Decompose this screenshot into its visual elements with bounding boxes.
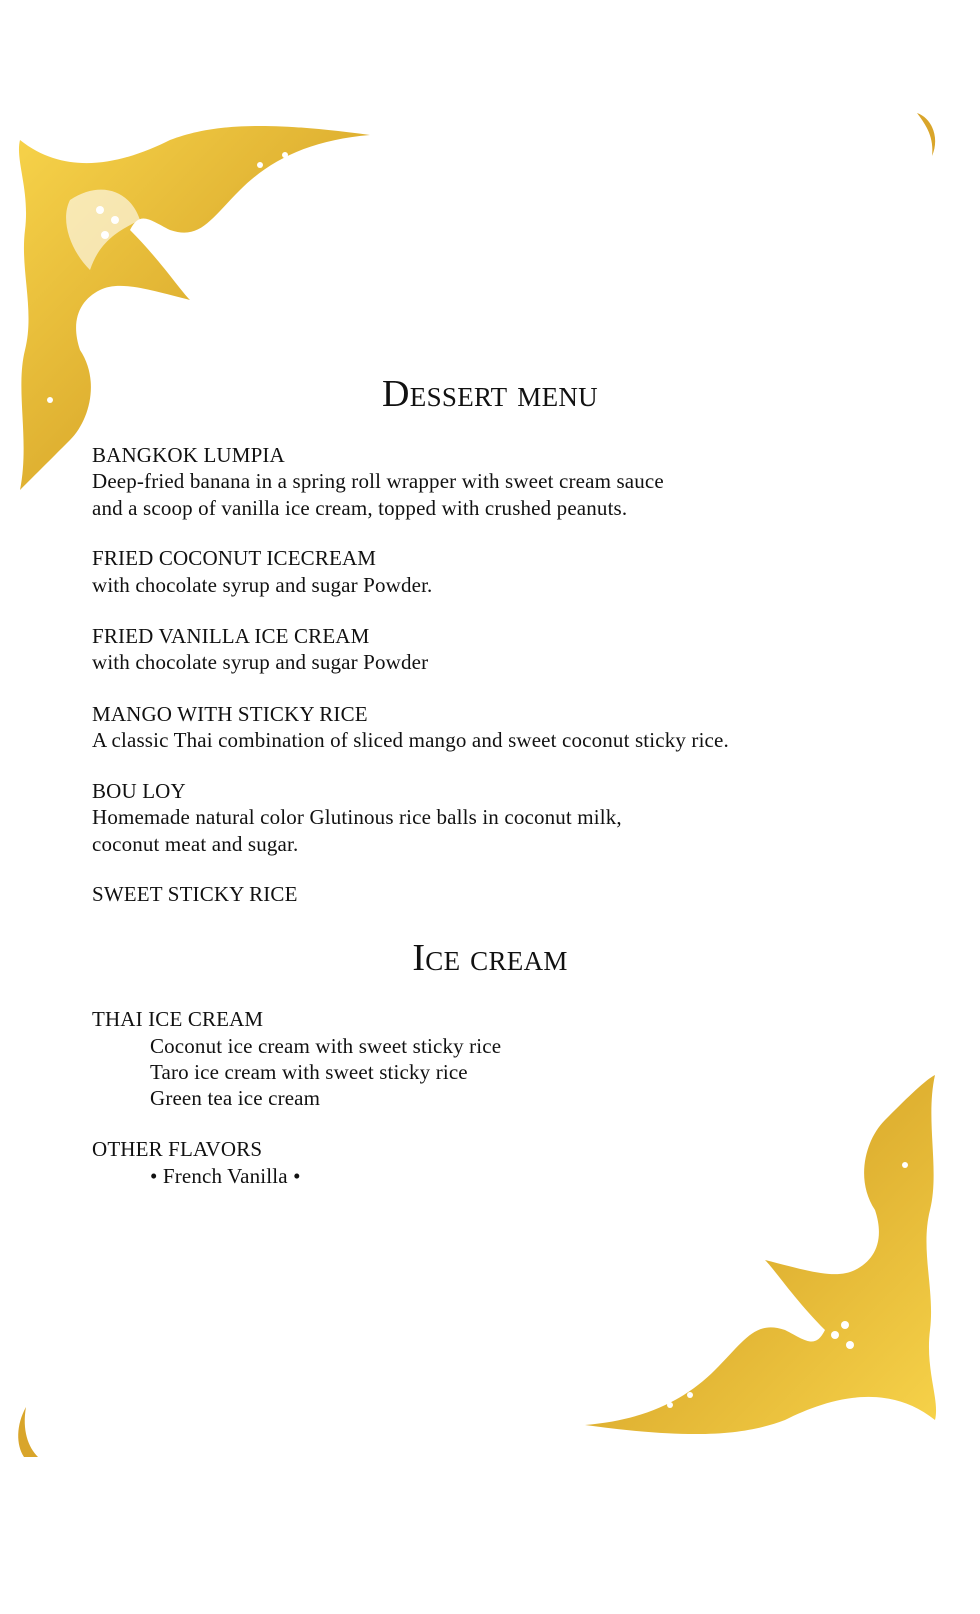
item-name: FRIED VANILLA ICE CREAM (92, 624, 370, 648)
item-name: BANGKOK LUMPIA (92, 443, 285, 467)
item-description: and a scoop of vanilla ice cream, topped with crushed peanuts. (92, 496, 628, 520)
item-name: MANGO WITH STICKY RICE (92, 702, 368, 726)
item-description: Homemade natural color Glutinous rice balls in coconut milk, (92, 805, 622, 829)
item-name: THAI ICE CREAM (92, 1007, 264, 1031)
item-description: Deep-fried banana in a spring roll wrapper with sweet cream sauce (92, 469, 664, 493)
item-name: FRIED COCONUT ICECREAM (92, 546, 377, 570)
dessert-menu-title: Dessert menu (382, 373, 598, 415)
gold-corner-ornament-top-right (912, 108, 942, 158)
item-description: A classic Thai combination of sliced mango and sweet coconut sticky rice. (92, 728, 729, 752)
item-name: OTHER FLAVORS (92, 1137, 263, 1161)
item-name: SWEET STICKY RICE (92, 882, 298, 906)
flavor-item: Green tea ice cream (150, 1086, 321, 1110)
item-description: with chocolate syrup and sugar Powder (92, 650, 429, 674)
ice-cream-title: Ice cream (412, 937, 568, 979)
flavor-item: Coconut ice cream with sweet sticky rice (150, 1034, 502, 1058)
flavor-item: • French Vanilla • (150, 1164, 301, 1188)
gold-corner-ornament-bottom-right (580, 1075, 945, 1440)
gold-corner-ornament-bottom-left (14, 1405, 44, 1460)
item-description: coconut meat and sugar. (92, 832, 299, 856)
flavor-item: Taro ice cream with sweet sticky rice (150, 1060, 468, 1084)
item-name: BOU LOY (92, 779, 186, 803)
item-description: with chocolate syrup and sugar Powder. (92, 573, 433, 597)
